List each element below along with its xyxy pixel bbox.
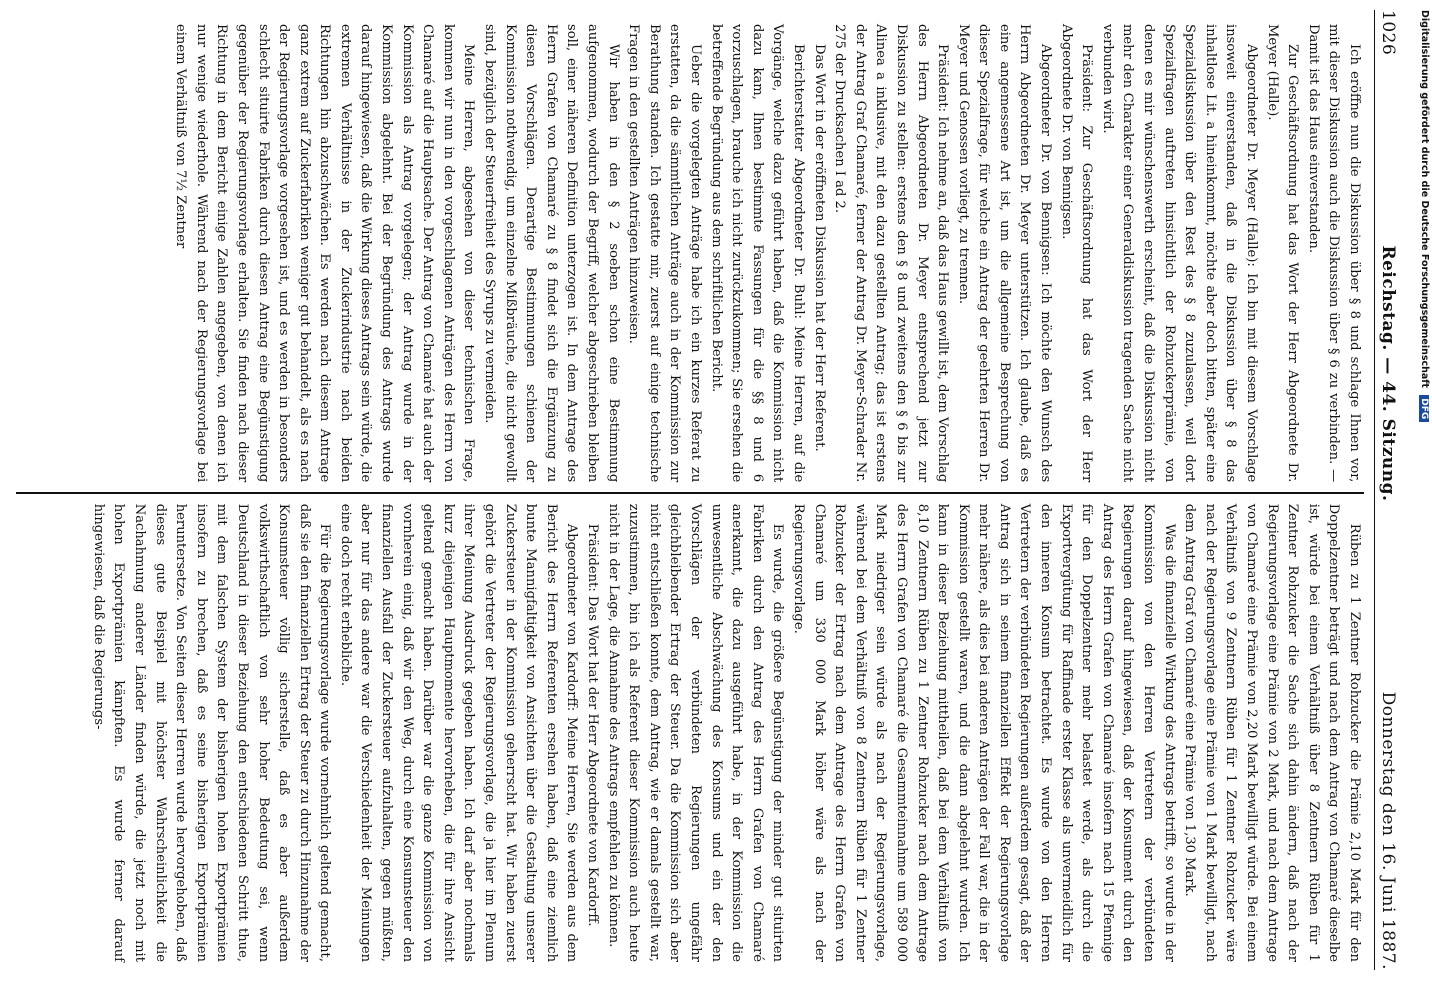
paragraph: Es wurde, die größere Begünstigung der minder gut situirten Fabriken durch den Antrag des Herrn Grafen von Chamaré anerkannt, die dazu ausgeführt habe, in der Kommission die unwesentliche Abschwächung des Konsums und ein der den Vorschlägen der verbündeten Regierungen ungefähr gleichbleibender Ertrag der Steuer. Da die Kommission sich aber nicht entschließen konnte, dem Antrag, wie er damals gestellt war, zuzustimmen, bin ich als Referent dieser Kommission auch heute nicht in der Lage, die Annahme des Antrags empfehlen zu können.: [605, 503, 786, 962]
dfg-credit: [1419, 10, 1430, 422]
paragraph: Das Wort in der eröffneten Diskussion hat der Herr Referent.: [811, 44, 827, 452]
column-right: [16, 494, 1364, 972]
page-number: 1026: [1378, 10, 1398, 56]
rotated-page: [4, 0, 1416, 1000]
paragraph: Abgeordneter Dr. Meyer (Halle): Ich bin mit diesem Vorschlage insoweit einverstanden, daß in die Diskussion über § 8 das inhaltlose Lit. a hineinkommt, möchte aber doch bitten, später eine Spezialdiskussion über den Rest des § 8 zuzulassen, weil dort Spezialfragen auftreten hinsichtlich der Rohzuckerprämie, von denen es mir wünschenswerth erscheint, daß die Diskussion nicht mehr den Charakter einer Generaldiskussion tragenden Sache nicht verbunden wird.: [1099, 24, 1260, 483]
paragraph: Abgeordneter Dr. von Bennigsen: Ich möchte den Wunsch des Herrn Abgeordneten Dr. Meyer unterstützen. Ich glaube, daß es eine angemessene Art ist, um die allgemeine Besprechung von dieser Spezialfrage, für welche ein Antrag der geehrten Herren Dr. Meyer und Genossen vorliegt, zu trennen.: [955, 24, 1054, 483]
paragraph: Ich eröffne nun die Diskussion über § 8 und schlage Ihnen vor, mit dieser Diskussion auch die Diskussion über § 6 zu verbinden. — Damit ist das Haus einverstanden.: [1305, 24, 1362, 483]
session-date: Donnerstag den 16. Juni 1887.: [1378, 691, 1398, 970]
paragraph: Berichterstatter Abgeordneter Dr. Buhl: Meine Herren, auf die Vorgänge, welche dazu geführt haben, daß die Kommission nicht dazu kam, Ihnen bestimmte Fassungen für die §§ 8 und 6 vorzuschlagen, brauche ich nicht zurückzukommen; Sie ersehen die betreffende Begründung aus dem schriftlichen Bericht.: [708, 24, 806, 483]
dfg-logo: DFG: [1419, 395, 1429, 422]
paragraph: Präsident: Ich nehme an, daß das Haus gewillt ist, dem Vorschlag des Herrn Abgeordneten Dr. Meyer entsprechend jetzt zur Diskussion zu stellen: erstens den § 8 und zweitens den § 6 bis zur Alinea a inklusive, mit den dazu gestellten Antrag; das ist erstens der Antrag Graf Chamaré, ferner der Antrag Dr. Meyer-Schrader Nr. 275 der Drucksachen I ad 2.: [832, 24, 951, 483]
paragraph: Abgeordneter von Kardorff: Meine Herren, Sie werden aus dem Bericht des Herrn Referenten ersehen haben, daß eine ziemlich bunte Mannigfaltigkeit von Ansichten über die Gestaltung unserer Zuckersteuer in der Kommission geherrscht hat. Wir haben zuerst gehört die Vertreter der Regierungsvorlage, die ja hier im Plenum ihrer Meinung Ausdruck gegeben haben. Ich darf aber nochmals kurz diejenigen Hauptmomente hervorheben, die für ihre Ansicht geltend gemacht haben. Darüber war die ganze Kommission von vornherein einig, daß wir den Weg, durch eine Konsumsteuer den finanziellen Ausfall der Zuckersteuer aufzuhalten, gegen müßten, aber nur für das andere war die Verschiedenheit der Meinungen eine doch recht erhebliche.: [337, 503, 580, 962]
page-header: [1374, 10, 1404, 970]
credit-text: Digitalisierung gefördert durch die Deutsche Forschungsgemeinschaft: [1419, 10, 1430, 388]
paragraph: Zur Geschäftsordnung hat das Wort der Herr Abgeordnete Dr. Meyer (Halle).: [1264, 24, 1301, 483]
paragraph: Präsident: Zur Geschäftsordnung hat das Wort der Herr Abgeordnete Dr. von Bennigsen.: [1058, 24, 1095, 483]
paragraph: Präsident: Das Wort hat der Herr Abgeordnete von Kardorff.: [585, 523, 601, 927]
text-columns: [16, 14, 1364, 972]
session-title: Reichstag. — 44. Sitzung.: [1378, 245, 1398, 502]
paragraph: Wir haben in den § 2 soeben schon eine Bestimmung aufgenommen, wodurch der Begriff, welcher abgeschrieben bleiben soll, einer näheren Definition unterzogen ist. In dem Antrage des Herrn Grafen von Chamaré zu § 8 findet sich die Ergänzung zu diesen Vorschlägen. Derartige Bestimmungen schienen der Kommission nothwendig, um einzelne Mißbräuche, die nicht gewollt sind, bezüglich der Steuerfreiheit des Syrups zu vermeiden.: [482, 24, 621, 483]
column-left: [16, 14, 1364, 492]
paragraph: Für die Regierungsvorlage wurde vornehmlich geltend gemacht, daß sie den finanziellen Ertrag der Steuer zu durch Hinzunahme der Konsumsteuer völlig sicherstelle, daß es aber außerdem volkswirthschaftlich von sehr hoher Bedeutung sei, wenn Deutschland in dieser Beziehung den entschiedenen Schritt thue, mit dem falschen System der bisherigen hohen Exportprämien insofern zu brechen, daß es seine bisherigen Exportprämien heruntersetze. Von Seiten dieser Herren wurde hervorgehoben, daß dieses gute Beispiel mit höchster Wahrscheinlichkeit die Nachahmung anderer Länder finden würde, die jetzt noch mit hohen Exportprämien kämpften. Es wurde ferner darauf hingewiesen, daß die Regierungs-: [90, 503, 333, 962]
paragraph: Meine Herren, abgesehen von dieser technischen Frage, kommen wir nun in den vorgeschlagenen Anträgen des Herrn von Chamaré auf die Hauptsache. Der Antrag von Chamaré hat auch der Kommission als Antrag vorgelegen; der Antrag wurde in der Kommission abgelehnt. Bei der Begründung des Antrags wurde darauf hingewiesen, daß die Wirkung dieses Antrags sein würde, die extremen Verhältnisse in der Zuckerindustrie nach beiden Richtungen hin abzuschwächen. Es werden nach diesem Antrage ganz extrem auf Zuckerfabriken weniger gut behandelt, als es nach der Regierungsvorlage vorgesehen ist, und es werden in besonders schlecht situirte Fabriken durch diesen Antrag eine Begünstigung gegenüber der Regierungsvorlage erhalten. Sie finden nach dieser Richtung in dem Bericht einige Zahlen angegeben, von denen ich nur wenige wiederhole. Während nach der Regierungsvorlage bei einem Verhältniß von 7½ Zentner: [173, 24, 477, 483]
paragraph: Was die finanzielle Wirkung des Antrags betrifft, so wurde in der Kommission von den Herren Vertretern der verbündeten Regierungen darauf hingewiesen, daß der Konsument durch den Antrag des Herrn Grafen von Chamaré insofern nach 15 Pfennige für den Doppelzentner mehr belastet werde, als durch die Exportvergütung für Raffinade erster Klasse als unvermeidlich für den inneren Konsum betrachtet. Es wurde von den Herren Vertretern der verbündeten Regierungen außerdem gesagt, daß der Antrag sich in seinem finanziellen Effekt der Regierungsvorlage mehr nähere, als dies bei anderen Anträgen der Fall war, die in der Kommission gestellt waren, und die dann abgelehnt wurden. Ich kann in dieser Beziehung mittheilen, daß bei dem Verhältniß von 8,10 Zentnern Rüben zu 1 Zentner Rohzucker nach dem Antrage des Herrn Grafen von Chamaré die Gesammteinnahme um 589 000 Mark niedriger sein würde als nach der Regierungsvorlage, während bei dem Verhältniß von 8 Zentnern Rüben für 1 Zentner Rohzucker der Ertrag nach dem Antrage des Herrn Grafen von Chamaré um 330 000 Mark höher wäre als nach der Regierungsvorlage.: [790, 503, 1177, 962]
paragraph: Ueber die vorgelegten Anträge habe ich ein kurzes Referat zu erstatten, da die sämmtlichen Anträge auch in der Kommission zur Berathung standen. Ich gestatte mir, zuerst auf einige technische Fragen in den gestellten Anträgen hinzuweisen.: [626, 24, 703, 483]
paragraph: Rüben zu 1 Zentner Rohzucker die Prämie 2,10 Mark für den Doppelzentner beträgt und nach dem Antrag von Chamaré dieselbe ist, würde bei einem Verhältniß über 8 Zentnern Rüben für 1 Zentner Rohzucker die Sache sich dahin ändern, daß nach der Regierungsvorlage eine Prämie von 2 Mark, und nach dem Antrage von Chamaré eine Prämie von 2,20 Mark bewilligt würde. Bei einem Verhältniß von 9 Zentnern Rüben für 1 Zentner Rohzucker wäre nach der Regierungsvorlage eine Prämie von 1 Mark bewilligt, nach dem Antrag Graf von Chamaré eine Prämie von 1,30 Mark.: [1182, 503, 1362, 962]
